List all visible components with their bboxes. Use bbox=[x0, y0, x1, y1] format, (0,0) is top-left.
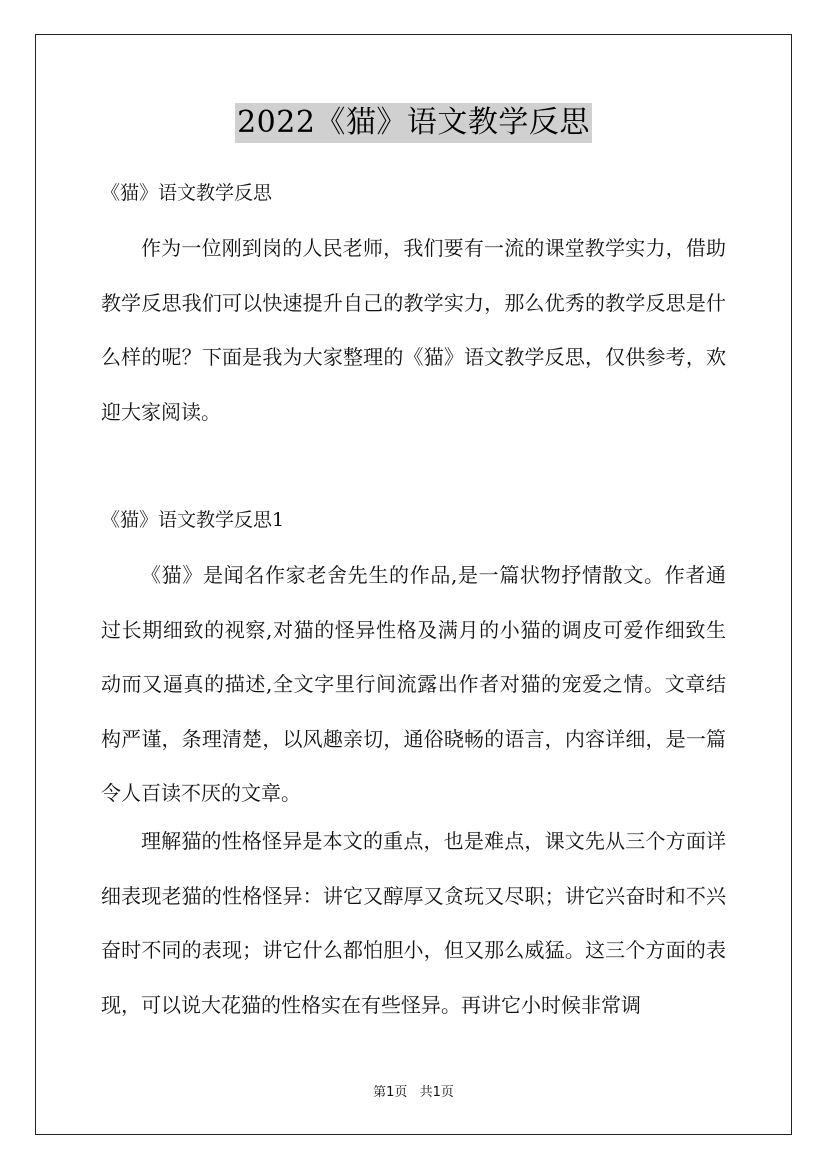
page-footer bbox=[0, 1085, 827, 1101]
body-paragraph-1: 《猫》是闻名作家老舍先生的作品,是一篇状物抒情散文。作者通过长期细致的视察,对猫的怪异性格及满月的小猫的调皮可爱作细致生动而又逼真的描述,全文字里行间流露出作者对猫的宠爱之情。文章结构严谨，条理清楚，以风趣亲切，通俗晓畅的语言，内容详细，是一篇令人百读不厌的文章。 bbox=[101, 563, 726, 805]
page-number: 第1页 bbox=[373, 1085, 408, 1100]
section-heading: 《猫》语文教学反思 bbox=[101, 182, 273, 204]
page-total: 共1页 bbox=[419, 1085, 454, 1100]
title-container bbox=[0, 103, 827, 143]
body-paragraph-2: 理解猫的性格怪异是本文的重点，也是难点，课文先从三个方面详细表现老猫的性格怪异：讲它又醇厚又贪玩又尽职；讲它兴奋时和不兴奋时不同的表现；讲它什么都怕胆小，但又那么威猛。这三个方面的表现，可以说大花猫的性格实在有些怪异。再讲它小时候非常调 bbox=[101, 829, 726, 1017]
document-title: 2022《猫》语文教学反思 bbox=[235, 103, 592, 143]
sub-heading: 《猫》语文教学反思1 bbox=[101, 509, 285, 531]
intro-paragraph: 作为一位刚到岗的人民老师，我们要有一流的课堂教学实力，借助教学反思我们可以快速提升自己的教学实力，那么优秀的教学反思是什么样的呢？下面是我为大家整理的《猫》语文教学反思，仅供参考，欢迎大家阅读。 bbox=[101, 236, 726, 424]
